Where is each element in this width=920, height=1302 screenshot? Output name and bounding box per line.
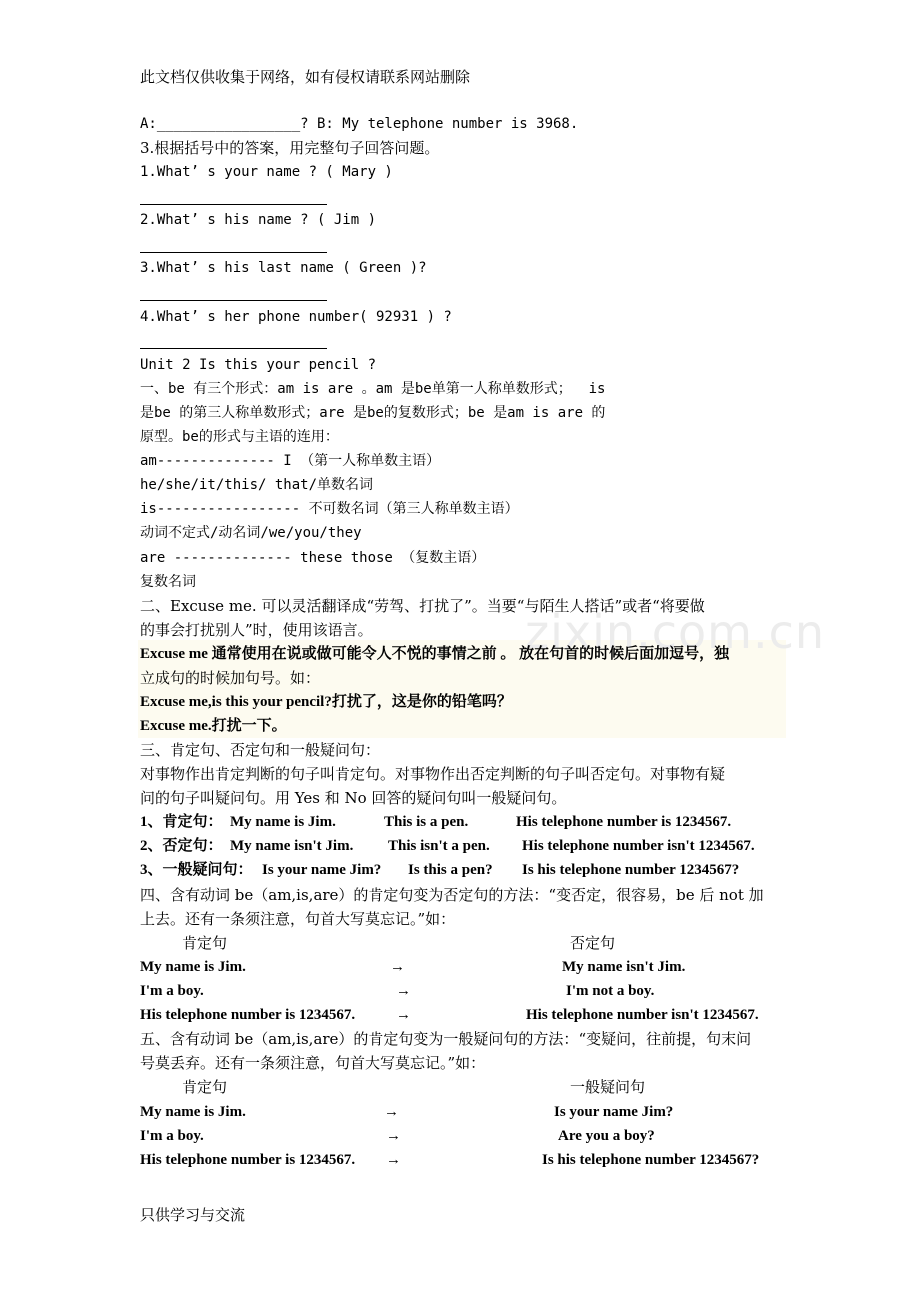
qa-line: A:_________________? B: My telephone number is 3968. bbox=[140, 116, 579, 132]
s4-row-1-right: My name isn't Jim. bbox=[562, 959, 686, 975]
s3-item-2-b: This isn't a pen. bbox=[388, 838, 490, 854]
s5-head-left: 肯定句 bbox=[182, 1078, 228, 1096]
s5-row-3-arrow: → bbox=[386, 1152, 401, 1168]
s4-row-2-arrow: → bbox=[396, 983, 411, 999]
verb-line: 动词不定式/动名词/we/you/they bbox=[140, 525, 362, 541]
s4-row-3-arrow: → bbox=[396, 1007, 411, 1023]
s4-line-2: 上去。还有一条须注意，句首大写莫忘记。”如： bbox=[140, 910, 456, 928]
page-footer: 只供学习与交流 bbox=[140, 1206, 246, 1224]
s1-line-1: 一、be 有三个形式：am is are 。am 是be单第一人称单数形式； is bbox=[140, 381, 606, 397]
are-line: are -------------- these those （复数主语） bbox=[140, 550, 486, 566]
s5-row-3-left: His telephone number is 1234567. bbox=[140, 1152, 356, 1168]
s3-item-3-c: Is his telephone number 1234567? bbox=[522, 862, 740, 878]
answer-blank-2 bbox=[140, 252, 327, 253]
s2-example-2: Excuse me.打扰一下。 bbox=[140, 718, 287, 734]
s3-item-1-b: This is a pen. bbox=[384, 814, 469, 830]
s2-example-1: Excuse me,is this your pencil?打扰了，这是你的铅笔吗？ bbox=[140, 694, 512, 710]
s3-item-2-c: His telephone number isn't 1234567. bbox=[522, 838, 755, 854]
answer-blank-3 bbox=[140, 300, 327, 301]
s5-line-1: 五、含有动词 be（am,is,are）的肯定句变为一般疑问句的方法：“变疑问，往前提，句末问 bbox=[140, 1030, 752, 1048]
s3-item-2-a: My name isn't Jim. bbox=[230, 838, 354, 854]
s2-line-1: 二、Excuse me. 可以灵活翻译成“劳驾、打扰了”。当要“与陌生人搭话”或者“将要做 bbox=[140, 597, 705, 615]
unit-title: Unit 2 Is this your pencil ? bbox=[140, 357, 377, 373]
watermark: zixin.com.cn bbox=[525, 605, 826, 659]
s5-row-1-right: Is your name Jim? bbox=[554, 1104, 674, 1120]
am-line: am-------------- I （第一人称单数主语） bbox=[140, 453, 441, 469]
question-3: 3.What’ s his last name ( Green )? bbox=[140, 260, 427, 276]
s3-title: 三、肯定句、否定句和一般疑问句： bbox=[140, 741, 381, 759]
s1-line-2: 是be 的第三人称单数形式；are 是be的复数形式；be 是am is are 的 bbox=[140, 405, 606, 421]
s5-row-1-arrow: → bbox=[384, 1104, 399, 1120]
s4-row-3-left: His telephone number is 1234567. bbox=[140, 1007, 356, 1023]
s2-line-3: Excuse me 通常使用在说或做可能令人不悦的事情之前 。 放在句首的时候后面加逗号，独 bbox=[140, 646, 730, 662]
answer-blank-1 bbox=[140, 204, 327, 205]
s5-row-1-left: My name is Jim. bbox=[140, 1104, 246, 1120]
s4-row-1-arrow: → bbox=[390, 959, 405, 975]
s4-head-left: 肯定句 bbox=[182, 934, 228, 952]
question-1: 1.What’ s your name ? ( Mary ) bbox=[140, 164, 393, 180]
s3-line-1: 对事物作出肯定判断的句子叫肯定句。对事物作出否定判断的句子叫否定句。对事物有疑 bbox=[140, 765, 726, 783]
plural-line: 复数名词 bbox=[140, 574, 196, 590]
answer-blank-4 bbox=[140, 348, 327, 349]
s3-item-3-a: Is your name Jim? bbox=[262, 862, 382, 878]
section3-title: 3.根据括号中的答案，用完整句子回答问题。 bbox=[140, 139, 440, 157]
s4-line-1: 四、含有动词 be（am,is,are）的肯定句变为否定句的方法：“变否定，很容易，be 后 not 加 bbox=[140, 886, 764, 904]
is-line: is----------------- 不可数名词（第三人称单数主语） bbox=[140, 501, 519, 517]
s4-head-right: 否定句 bbox=[570, 934, 616, 952]
s3-item-1-c: His telephone number is 1234567. bbox=[516, 814, 732, 830]
question-4: 4.What’ s her phone number( 92931 ) ? bbox=[140, 309, 452, 325]
s5-line-2: 号莫丢弃。还有一条须注意，句首大写莫忘记。”如： bbox=[140, 1054, 486, 1072]
s4-row-3-right: His telephone number isn't 1234567. bbox=[526, 1007, 759, 1023]
s4-row-2-left: I'm a boy. bbox=[140, 983, 204, 999]
s3-line-2: 问的句子叫疑问句。用 Yes 和 No 回答的疑问句叫一般疑问句。 bbox=[140, 789, 567, 807]
s4-row-1-left: My name is Jim. bbox=[140, 959, 246, 975]
s5-row-2-right: Are you a boy? bbox=[558, 1128, 655, 1144]
s5-row-2-left: I'm a boy. bbox=[140, 1128, 204, 1144]
s3-item-2-label: 2、否定句： bbox=[140, 838, 223, 854]
s3-item-1-label: 1、肯定句： bbox=[140, 814, 223, 830]
s4-row-2-right: I'm not a boy. bbox=[566, 983, 655, 999]
he-line: he/she/it/this/ that/单数名词 bbox=[140, 477, 374, 493]
s5-head-right: 一般疑问句 bbox=[570, 1078, 646, 1096]
s3-item-3-b: Is this a pen? bbox=[408, 862, 493, 878]
s3-item-1-a: My name is Jim. bbox=[230, 814, 336, 830]
s2-line-4: 立成句的时候加句号。如： bbox=[140, 669, 321, 687]
s5-row-2-arrow: → bbox=[386, 1128, 401, 1144]
s3-item-3-label: 3、一般疑问句： bbox=[140, 862, 253, 878]
s1-line-3: 原型。be的形式与主语的连用： bbox=[140, 429, 339, 445]
s5-row-3-right: Is his telephone number 1234567? bbox=[542, 1152, 760, 1168]
question-2: 2.What’ s his name ? ( Jim ) bbox=[140, 212, 377, 228]
s2-line-2: 的事会打扰别人”时，使用该语言。 bbox=[140, 621, 373, 639]
page-header: 此文档仅供收集于网络，如有侵权请联系网站删除 bbox=[140, 68, 471, 86]
